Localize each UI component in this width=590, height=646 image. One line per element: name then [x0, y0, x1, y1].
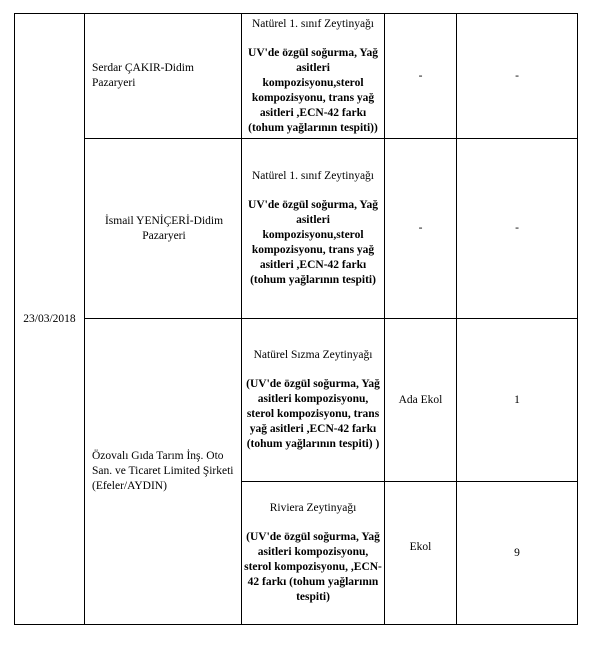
brand-cell: [385, 482, 456, 612]
count-value: 1: [514, 393, 520, 406]
product-name: Natürel Sızma Zeytinyağı: [253, 349, 373, 361]
company-cell: [92, 14, 238, 138]
brand-cell: [385, 319, 456, 481]
product-cell: [246, 139, 380, 318]
product-cell: [244, 482, 382, 624]
date-text: 23/03/2018: [23, 312, 76, 325]
column-divider: [241, 13, 242, 625]
analysis-text: UV'de özgül soğurma, Yağ asitleri kompozisyonu,sterol kompozisyonu, trans yağ asitleri ,ECN-42 farkı (tohum yağlarının tespiti)): [248, 46, 378, 134]
table-border-right: [577, 13, 578, 625]
count-value: 9: [514, 546, 520, 559]
count-value: -: [515, 69, 519, 82]
count-cell: [457, 319, 577, 481]
date-cell: [15, 14, 84, 624]
company-name: İsmail YENİÇERİ-Didim Pazaryeri: [104, 214, 224, 242]
company-cell: [92, 319, 238, 624]
company-cell: [90, 139, 238, 318]
brand-value: Ekol: [409, 540, 432, 553]
brand-value: Ada Ekol: [398, 393, 443, 406]
product-cell: [246, 319, 380, 481]
brand-value: -: [418, 69, 423, 82]
count-cell: [457, 482, 577, 624]
brand-cell: [385, 139, 456, 318]
company-name: Özovalı Gıda Tarım İnş. Oto San. ve Ticaret Limited Şirketi (Efeler/AYDIN): [92, 450, 234, 492]
product-name: Natürel 1. sınıf Zeytinyağı: [252, 17, 374, 30]
analysis-text: (UV'de özgül soğurma, Yağ asitleri kompozisyonu, sterol kompozisyonu, trans yağ asitleri ,ECN-42 farkı (tohum yağlarının tespiti) ): [246, 378, 380, 450]
analysis-text: UV'de özgül soğurma, Yağ asitleri kompozisyonu,sterol kompozisyonu, trans yağ asitleri ,ECN-42 farkı (tohum yağlarının tespiti): [248, 199, 378, 286]
product-name: Riviera Zeytinyağı: [269, 502, 357, 514]
company-name: Serdar ÇAKIR-Didim Pazaryeri: [92, 62, 194, 89]
product-name: Natürel 1. sınıf Zeytinyağı: [252, 170, 374, 182]
count-cell: [457, 14, 577, 138]
count-value: -: [515, 222, 519, 234]
column-divider: [84, 13, 85, 625]
analysis-text: (UV'de özgül soğurma, Yağ asitleri kompozisyonu, sterol kompozisyonu, ,ECN-42 farkı (tohum yağlarının tespiti): [244, 531, 382, 603]
brand-value: -: [418, 222, 423, 234]
brand-cell: [385, 14, 456, 138]
count-cell: [457, 139, 577, 318]
table-border-bottom: [14, 624, 577, 625]
product-cell: [246, 14, 380, 138]
